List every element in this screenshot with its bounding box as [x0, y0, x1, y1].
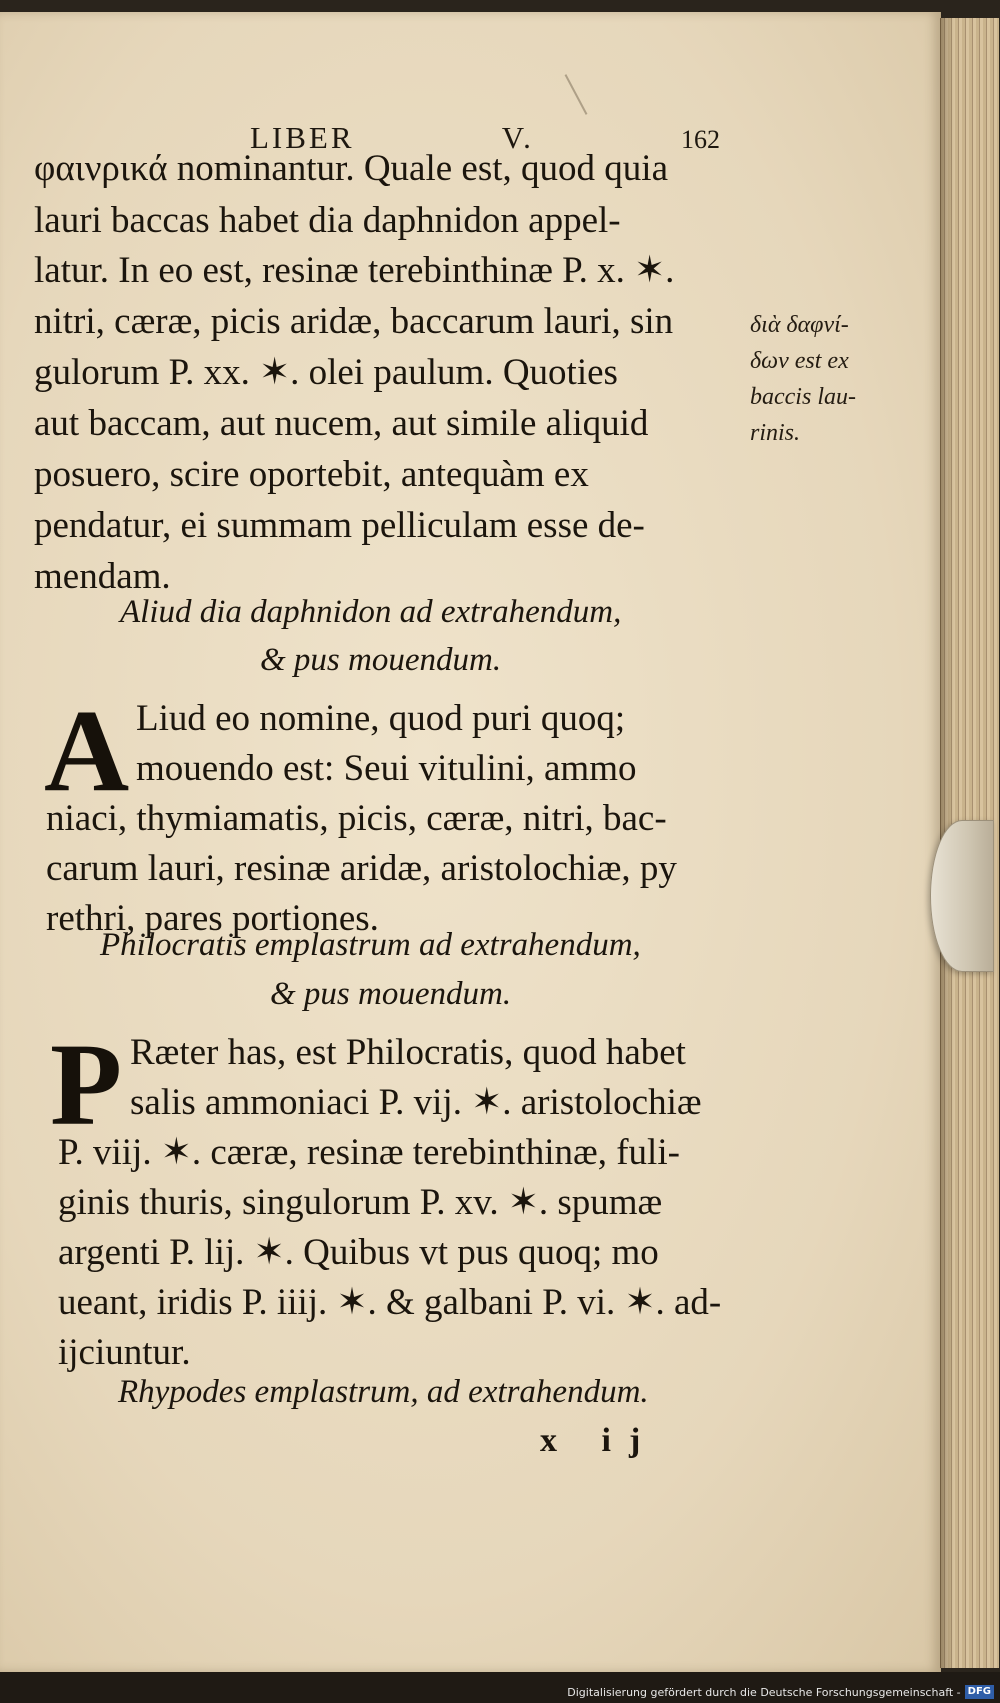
body-line: ueant, iridis P. iiij. ✶. & galbani P. vi. ✶. ad-: [58, 1282, 722, 1323]
body-line: ginis thuris, singulorum P. xv. ✶. spumæ: [58, 1182, 663, 1223]
section-heading: Aliud dia daphnidon ad extrahendum,: [120, 594, 622, 630]
drop-capital: P: [50, 1019, 123, 1150]
running-head-title: LIBER: [250, 120, 355, 155]
margin-note-line: διὰ δαφνί-: [750, 312, 849, 338]
body-line: latur. In eo est, resinæ terebinthinæ P. x. ✶.: [34, 250, 675, 291]
running-head-book: V.: [501, 120, 534, 155]
body-line: nitri, cæræ, picis aridæ, baccarum lauri, sin: [34, 301, 674, 342]
page-number: 162: [681, 125, 720, 154]
body-line: mendam.: [34, 556, 171, 597]
dfg-logo-icon: DFG: [965, 1685, 994, 1699]
body-line: Liud eo nomine, quod puri quoq;: [136, 698, 626, 739]
body-line: pendatur, ei summam pelliculam esse de-: [34, 505, 645, 546]
paper-crease: [565, 74, 588, 115]
section-heading: Rhypodes emplastrum, ad extrahendum.: [118, 1374, 649, 1410]
body-line: mouendo est: Seui vitulini, ammo: [136, 748, 637, 789]
body-line: φαινρικά nominantur. Quale est, quod quia: [34, 148, 668, 189]
section-heading: Philocratis emplastrum ad extrahendum,: [100, 927, 641, 963]
section-heading: & pus mouendum.: [270, 976, 512, 1012]
margin-note-line: δων est ex: [750, 348, 849, 374]
body-line: gulorum P. xx. ✶. olei paulum. Quoties: [34, 352, 618, 393]
body-line: rethri, pares portiones.: [46, 898, 379, 939]
body-line: P. viij. ✶. cæræ, resinæ terebinthinæ, fuli-: [58, 1132, 680, 1173]
margin-note-line: baccis lau-: [750, 384, 856, 410]
drop-capital: A: [44, 685, 130, 816]
body-line: posuero, scire oportebit, antequàm ex: [34, 454, 589, 495]
body-line: ijciuntur.: [58, 1332, 191, 1373]
body-line: Ræter has, est Philocratis, quod habet: [130, 1032, 686, 1073]
body-line: lauri baccas habet dia daphnidon appel-: [34, 200, 621, 241]
page-clip: [930, 820, 994, 972]
margin-note-line: rinis.: [750, 420, 801, 446]
signature-mark: x ij: [540, 1422, 659, 1459]
body-line: argenti P. lij. ✶. Quibus vt pus quoq; mo: [58, 1232, 659, 1273]
body-line: aut baccam, aut nucem, aut simile aliquid: [34, 403, 649, 444]
section-heading: & pus mouendum.: [260, 642, 502, 678]
body-line: carum lauri, resinæ aridæ, aristolochiæ, py: [46, 848, 677, 889]
footer-credit: [567, 1685, 994, 1699]
footer-strip: [0, 1672, 1000, 1703]
footer-credit-text: Digitalisierung gefördert durch die Deutsche Forschungsgemeinschaft -: [567, 1685, 961, 1699]
book-page: [0, 12, 941, 1672]
body-line: niaci, thymiamatis, picis, cæræ, nitri, bac-: [46, 798, 667, 839]
body-line: salis ammoniaci P. vij. ✶. aristolochiæ: [130, 1082, 702, 1123]
